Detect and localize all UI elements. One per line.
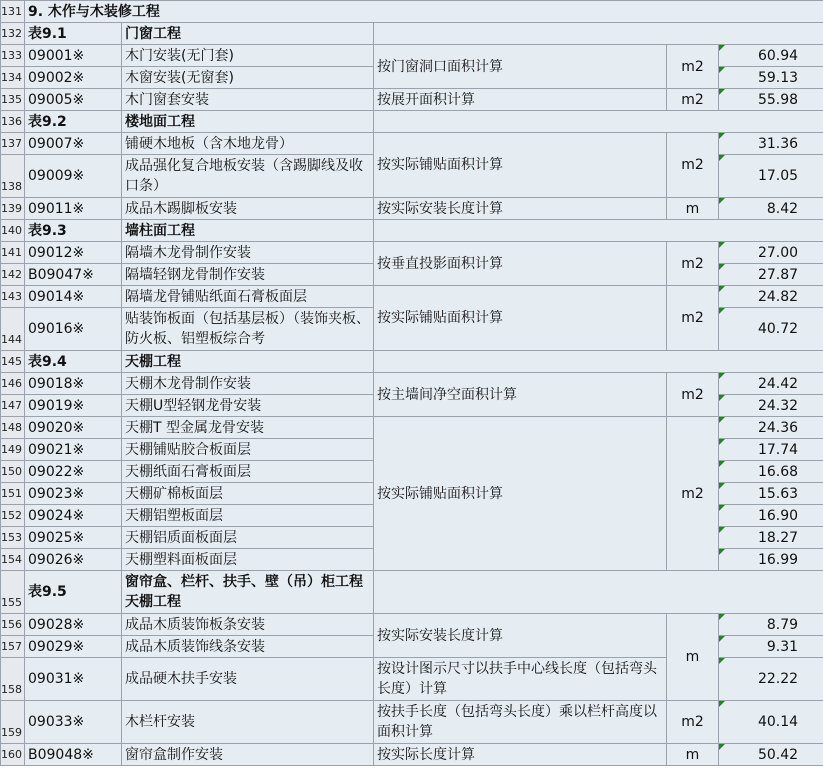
item-code[interactable]: 09031※	[25, 658, 122, 701]
item-name[interactable]: 天棚铝质面板面层	[122, 527, 374, 549]
item-code[interactable]: 09020※	[25, 417, 122, 439]
row-header[interactable]: 140	[1, 220, 25, 242]
row-header[interactable]: 148	[1, 417, 25, 439]
quantity-value[interactable]: 24.42	[719, 373, 823, 395]
section-name[interactable]: 楼地面工程	[122, 111, 374, 133]
item-name[interactable]: 天棚T 型金属龙骨安装	[122, 417, 374, 439]
item-name[interactable]: 隔墙轻钢龙骨制作安装	[122, 264, 374, 286]
table-row	[1, 351, 823, 373]
item-code[interactable]: 09033※	[25, 701, 122, 744]
item-code[interactable]: 09028※	[25, 614, 122, 636]
calc-method[interactable]: 按主墙间净空面积计算	[374, 373, 667, 417]
item-code[interactable]: 09012※	[25, 242, 122, 264]
row-header[interactable]: 149	[1, 439, 25, 461]
quantity-value[interactable]: 50.42	[719, 744, 823, 766]
item-code[interactable]: 09019※	[25, 395, 122, 417]
unit[interactable]: m	[667, 744, 719, 766]
row-header[interactable]: 142	[1, 264, 25, 286]
table-row	[1, 286, 823, 308]
item-code[interactable]: 09014※	[25, 286, 122, 308]
item-code[interactable]: 09025※	[25, 527, 122, 549]
row-header[interactable]: 141	[1, 242, 25, 264]
table-row	[1, 1, 823, 23]
section-code[interactable]: 表9.3	[25, 220, 122, 242]
empty-cell[interactable]	[374, 220, 823, 242]
empty-cell[interactable]	[374, 111, 823, 133]
row-header[interactable]: 137	[1, 133, 25, 155]
table-row	[1, 417, 823, 439]
item-code[interactable]: 09009※	[25, 155, 122, 198]
calc-method[interactable]: 按展开面积计算	[374, 89, 667, 111]
quantity-value[interactable]: 24.32	[719, 395, 823, 417]
quantity-value[interactable]: 16.68	[719, 461, 823, 483]
row-header[interactable]: 146	[1, 373, 25, 395]
calc-method[interactable]: 按实际铺贴面积计算	[374, 417, 667, 571]
item-code[interactable]: 09007※	[25, 133, 122, 155]
item-name[interactable]: 成品木质装饰线条安装	[122, 636, 374, 658]
row-header[interactable]: 157	[1, 636, 25, 658]
table-row	[1, 198, 823, 220]
item-code[interactable]: 09001※	[25, 45, 122, 67]
quantity-value[interactable]: 55.98	[719, 89, 823, 111]
row-header[interactable]: 158	[1, 658, 25, 701]
item-code[interactable]: 09026※	[25, 549, 122, 571]
item-name[interactable]: 天棚木龙骨制作安装	[122, 373, 374, 395]
quantity-value[interactable]: 24.82	[719, 286, 823, 308]
item-name[interactable]: 隔墙龙骨铺贴纸面石膏板面层	[122, 286, 374, 308]
calc-method[interactable]: 按实际安装长度计算	[374, 198, 667, 220]
chapter-title[interactable]: 9. 木作与木装修工程	[25, 1, 823, 23]
item-name[interactable]: 贴装饰板面（包括基层板）（装饰夹板、防火板、铝塑板综合考	[122, 308, 374, 351]
row-header[interactable]: 136	[1, 111, 25, 133]
unit[interactable]: m	[667, 198, 719, 220]
row-header[interactable]: 143	[1, 286, 25, 308]
row-header[interactable]: 159	[1, 701, 25, 744]
calc-method[interactable]: 按实际铺贴面积计算	[374, 286, 667, 351]
item-code[interactable]: 09011※	[25, 198, 122, 220]
quantity-value[interactable]: 31.36	[719, 133, 823, 155]
row-header[interactable]: 139	[1, 198, 25, 220]
unit[interactable]: m2	[667, 701, 719, 744]
quantity-value[interactable]: 27.87	[719, 264, 823, 286]
section-name[interactable]: 门窗工程	[122, 23, 374, 45]
unit[interactable]: m2	[667, 133, 719, 198]
unit[interactable]: m2	[667, 373, 719, 417]
quantity-value[interactable]: 22.22	[719, 658, 823, 701]
quantity-value[interactable]: 24.36	[719, 417, 823, 439]
item-name[interactable]: 隔墙木龙骨制作安装	[122, 242, 374, 264]
quantity-value[interactable]: 16.90	[719, 505, 823, 527]
row-header[interactable]: 132	[1, 23, 25, 45]
item-code[interactable]: 09005※	[25, 89, 122, 111]
calc-method[interactable]: 按扶手长度（包括弯头长度）乘以栏杆高度以面积计算	[374, 701, 667, 744]
item-name[interactable]: 铺硬木地板（含木地龙骨）	[122, 133, 374, 155]
item-name[interactable]: 成品木踢脚板安装	[122, 198, 374, 220]
item-code[interactable]: 09018※	[25, 373, 122, 395]
item-name[interactable]: 成品强化复合地板安装（含踢脚线及收口条）	[122, 155, 374, 198]
quantity-value[interactable]: 27.00	[719, 242, 823, 264]
table-row	[1, 701, 823, 744]
unit[interactable]: m2	[667, 242, 719, 286]
item-name[interactable]: 天棚铺贴胶合板面层	[122, 439, 374, 461]
item-name[interactable]: 天棚铝塑板面层	[122, 505, 374, 527]
table-row	[1, 89, 823, 111]
row-header[interactable]: 145	[1, 351, 25, 373]
item-code[interactable]: B09048※	[25, 744, 122, 766]
item-code[interactable]: 09024※	[25, 505, 122, 527]
item-name[interactable]: 天棚U型轻钢龙骨安装	[122, 395, 374, 417]
item-name[interactable]: 天棚塑料面板面层	[122, 549, 374, 571]
table-row	[1, 111, 823, 133]
item-name[interactable]: 天棚纸面石膏板面层	[122, 461, 374, 483]
row-header[interactable]: 151	[1, 483, 25, 505]
row-header[interactable]: 154	[1, 549, 25, 571]
quantity-value[interactable]: 9.31	[719, 636, 823, 658]
empty-cell[interactable]	[374, 23, 823, 45]
item-name[interactable]: 木门窗套安装	[122, 89, 374, 111]
unit[interactable]: m2	[667, 89, 719, 111]
row-header[interactable]: 135	[1, 89, 25, 111]
quantity-value[interactable]: 15.63	[719, 483, 823, 505]
section-name[interactable]: 天棚工程	[122, 351, 374, 373]
row-header[interactable]: 138	[1, 155, 25, 198]
section-code[interactable]: 表9.2	[25, 111, 122, 133]
table-row	[1, 614, 823, 636]
section-code[interactable]: 表9.4	[25, 351, 122, 373]
unit[interactable]: m2	[667, 45, 719, 89]
row-header[interactable]: 152	[1, 505, 25, 527]
quantity-value[interactable]: 17.05	[719, 155, 823, 198]
row-header[interactable]: 133	[1, 45, 25, 67]
table-row	[1, 242, 823, 264]
item-code[interactable]: 09029※	[25, 636, 122, 658]
item-name[interactable]: 木窗安装(无窗套)	[122, 67, 374, 89]
row-header[interactable]: 153	[1, 527, 25, 549]
table-row	[1, 373, 823, 395]
section-code[interactable]: 表9.1	[25, 23, 122, 45]
item-name[interactable]: 成品木质装饰板条安装	[122, 614, 374, 636]
table-row	[1, 133, 823, 155]
table-row	[1, 744, 823, 766]
row-header[interactable]: 131	[1, 1, 25, 23]
quantity-value[interactable]: 8.42	[719, 198, 823, 220]
row-header[interactable]: 155	[1, 571, 25, 614]
item-code[interactable]: 09022※	[25, 461, 122, 483]
section-code[interactable]: 表9.5	[25, 571, 122, 614]
section-name[interactable]: 墙柱面工程	[122, 220, 374, 242]
row-header[interactable]: 144	[1, 308, 25, 351]
item-name[interactable]: 成品硬木扶手安装	[122, 658, 374, 701]
item-name[interactable]: 窗帘盒制作安装	[122, 744, 374, 766]
calc-method[interactable]: 按实际安装长度计算	[374, 614, 667, 658]
calc-method[interactable]: 按实际铺贴面积计算	[374, 133, 667, 198]
calc-method[interactable]: 按门窗洞口面积计算	[374, 45, 667, 89]
row-header[interactable]: 147	[1, 395, 25, 417]
calc-method[interactable]: 按实际长度计算	[374, 744, 667, 766]
quantity-value[interactable]: 16.99	[719, 549, 823, 571]
table-row	[1, 571, 823, 614]
row-header[interactable]: 160	[1, 744, 25, 766]
row-header[interactable]: 150	[1, 461, 25, 483]
unit[interactable]: m2	[667, 286, 719, 351]
quantity-value[interactable]: 17.74	[719, 439, 823, 461]
quantity-value[interactable]: 8.79	[719, 614, 823, 636]
item-name[interactable]: 木栏杆安装	[122, 701, 374, 744]
item-code[interactable]: 09002※	[25, 67, 122, 89]
item-code[interactable]: 09021※	[25, 439, 122, 461]
item-code[interactable]: 09023※	[25, 483, 122, 505]
quantity-value[interactable]: 18.27	[719, 527, 823, 549]
row-header[interactable]: 134	[1, 67, 25, 89]
section-name[interactable]: 窗帘盒、栏杆、扶手、壁（吊）柜工程天棚工程	[122, 571, 374, 614]
table-row	[1, 23, 823, 45]
quantity-value[interactable]: 60.94	[719, 45, 823, 67]
item-code[interactable]: 09016※	[25, 308, 122, 351]
quantity-value[interactable]: 59.13	[719, 67, 823, 89]
table-row	[1, 45, 823, 67]
empty-cell[interactable]	[374, 571, 823, 614]
quantity-value[interactable]: 40.72	[719, 308, 823, 351]
quantity-value[interactable]: 40.14	[719, 701, 823, 744]
unit[interactable]: m	[667, 614, 719, 701]
item-name[interactable]: 天棚矿棉板面层	[122, 483, 374, 505]
item-name[interactable]: 木门安装(无门套)	[122, 45, 374, 67]
table-row	[1, 220, 823, 242]
calc-method[interactable]: 按垂直投影面积计算	[374, 242, 667, 286]
calc-method[interactable]: 按设计图示尺寸以扶手中心线长度（包括弯头长度）计算	[374, 658, 667, 701]
empty-cell[interactable]	[374, 351, 823, 373]
row-header[interactable]: 156	[1, 614, 25, 636]
item-code[interactable]: B09047※	[25, 264, 122, 286]
unit[interactable]: m2	[667, 417, 719, 571]
